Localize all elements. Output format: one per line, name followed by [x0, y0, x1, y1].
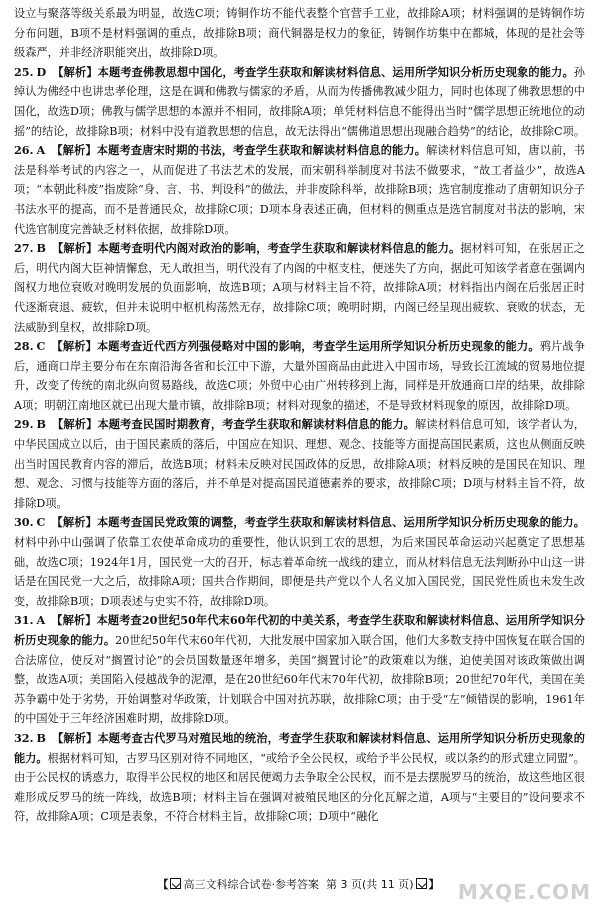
item-lead: 本题考查唐宋时期的书法，考查学生获取和解读材料信息的能力。 — [96, 143, 427, 158]
item-body: 解读材料信息可知，唐以前，书法是科举考试的内容之一，从而促进了书法艺术的发展，而宋朝科举制度对书法不做要求，“故工者益少”，故选A项；“本朝此科废”指废除“身、言、书、判设科”的做法，并非废除科举，故排除B项；选官制度推动了唐朝知识分子书法水平的提高，而不是普通民众，故排除C项；D项本身表述正确，但材料的侧重点是选官制度对书法的影响，宋代选官制度完善缺乏材料依据，故排除D项。 — [14, 144, 585, 236]
item-body: 材料中孙中山强调了依靠工农使革命成功的重要性，他认识到工农的思想，为后来国民革命运动兴起奠定了思想基础，故选C项；1924年1月，国民党一大的召开，标志着革命统一战线的建立，而从材料信息无法判断孙中山这一讲话是在国民党一大之后，故排除A项；国共合作期间，即便是共产党以个人名义加入国民党，国民党性质也未发生改变，故排除B项；D项表述与史实不符，故排除D项。 — [14, 536, 585, 608]
item-tag: 【解析】 — [51, 339, 97, 354]
item-number: 27. — [14, 241, 34, 256]
item-number: 26. — [14, 143, 34, 158]
item-tag: 【解析】 — [51, 515, 97, 530]
item-lead: 本题考查民国时期教育，考查学生获取和解读材料信息的能力。 — [97, 417, 416, 432]
footer-page-info: 第 3 页(共 11 页) — [325, 878, 414, 891]
item-answer: A — [36, 143, 46, 158]
item-body: 20世纪50年代末60年代初，大批发展中国家加入联合国，他们大多数支持中国恢复在联合国的合法席位，使反对“搁置讨论”的会员国数量逐年增多，美国“搁置讨论”的政策难以为继，迫使美国对该政策做出调整，故选A项；美国陷入侵越战争的泥潭，是在20世纪60年代末70年代初，故排除B项；20世纪70年代，美国在美苏争霸中处于劣势，开始调整对华政策，计划联合中国对抗苏联，故排除C项；由于受“左”倾错误的影响，1961年的中国处于三年经济困难时期，故排除D项。 — [14, 634, 585, 726]
item-lead: 本题考查国民党政策的调整，考查学生获取和解读材料信息、运用所学知识分析历史现象的能力。 — [96, 515, 585, 530]
footer-bracket-right: 】 — [428, 878, 440, 891]
item-body: 解读材料信息可知，该学者认为，中华民国成立以后，由于国民素质的落后，中国应在知识、理想、观念、技能等方面提高国民素质，这也从侧面反映出当时国民教育内容的滞后，故选B项；材料未反映对民国政体的反思，故排除A项；材料反映的是国民在知识、理想、观念、习惯与技能等方面的落后，并不单是对提高国民道德素养的要求，故排除C项；D项与材料主旨不符，故排除D项。 — [14, 418, 585, 510]
item-body: 据材料可知，在张居正之后，明代内阁大臣神情懈怠，无人敢担当，明代没有了内阁的中枢支柱，便迷失了方向，据此可知该学者意在强调内阁权力地位衰败对晚明发展的负面影响，故选B项；A项与材料主旨不符，故排除A项；材料指出内阁在后张居正时代逐渐衰退、疲软，但并未说明中枢机构荡然无存，故排除C项；晚明时期，内阁已经呈现出疲软、衰败的状态，无法威胁到皇权，故排除D项。 — [14, 242, 585, 334]
footer-bracket-left: 【 — [157, 878, 169, 891]
item-tag: 【解析】 — [52, 64, 98, 79]
answer-item-31 — [14, 611, 585, 729]
answer-item-29 — [14, 415, 585, 513]
item-number: 32. — [14, 730, 34, 745]
item-tag: 【解析】 — [51, 143, 97, 158]
item-lead: 本题考查古代罗马对殖民地的统治，考查学生获取和解读材料信息、运用所学知识分析历史现象的能力。 — [14, 730, 585, 765]
item-tag: 【解析】 — [51, 417, 98, 432]
answer-item-32 — [14, 729, 585, 827]
watermark: MXQE.COM — [457, 880, 591, 904]
item-body: 鸦片战争后，通商口岸主要分布在东南沿海各省和长江中下游，大量外国商品由此进入中国市场，导致长江流域的贸易地位提升，改变了传统的南北纵向贸易路线，故选C项；外贸中心由广州转移到上海，同样是开放通商口岸的结果，故排除A项；明朝江南地区就已出现大量市镇，故排除B项；材料对现象的描述，不是导致材料现象的原因，故排除D项。 — [14, 340, 585, 412]
item-answer: C — [36, 339, 46, 354]
answer-item-26 — [14, 141, 585, 239]
answer-item-25 — [14, 63, 585, 141]
item-body: 根据材料可知，古罗马区别对待不同地区，“或给予全公民权，或给予半公民权，或以条约的形式建立同盟”。由于公民权的诱惑力，取得半公民权的地区和居民便竭力去争取全公民权，而不是去摆脱罗马的统治，故这些地区很难形成反罗马的统一阵线，故选B项；材料主旨在强调对被殖民地区的分化瓦解之道，A项与“主要目的”设问要求不符，故排除A项；C项是表象，不符合材料主旨，故排除C项；D项中“融化 — [14, 751, 585, 824]
exam-logo-icon — [170, 878, 181, 889]
item-number: 25. — [14, 64, 34, 79]
item-lead: 本题考查近代西方列强侵略对中国的影响，考查学生运用所学知识分析历史现象的能力。 — [96, 339, 540, 354]
item-number: 31. — [14, 613, 34, 628]
item-answer: B — [36, 730, 46, 745]
intro-paragraph: 设立与聚落等级关系最为明显，故选C项；铸铜作坊不能代表整个官营手工业，故排除A项；材料强调的是铸铜作坊分布问题，B项不是材料强调的重点，故排除B项；商代铜器是权力的象征，铸铜作坊集中在都城，体现的是社会等级森严，并非经济职能突出，故排除D项。 — [14, 7, 585, 60]
answer-item-28 — [14, 337, 585, 415]
item-tag: 【解析】 — [51, 613, 97, 628]
exam-logo-icon — [416, 878, 427, 889]
item-number: 30. — [14, 515, 34, 530]
item-lead: 本题考查20世纪50年代末60年代初的中美关系，考查学生获取和解读材料信息、运用所学知识分析历史现象的能力。 — [14, 613, 585, 647]
item-body: 孙绰认为佛经中也讲忠孝伦理，这是在调和佛教与儒家的矛盾，从而为传播佛教减少阻力，同时也体现了佛教思想的中国化，故选D项；佛教与儒学思想的本源并不相同，故排除A项；单凭材料信息不能得出当时“儒学思想正统地位的动摇”的结论，故排除B项；材料中没有道教思想的信息，故无法得出“儒佛道思想出现融合趋势”的结论，故排除C项。 — [14, 65, 585, 138]
item-answer: B — [36, 241, 46, 256]
item-answer: C — [36, 515, 46, 530]
item-answer: A — [36, 613, 46, 628]
answer-item-27 — [14, 239, 585, 337]
item-answer: B — [36, 417, 46, 432]
item-answer: D — [36, 64, 47, 79]
item-number: 29. — [14, 417, 34, 432]
footer-title: 高三文科综合试卷·参考答案 — [183, 878, 319, 891]
item-tag: 【解析】 — [51, 241, 98, 256]
item-number: 28. — [14, 339, 34, 354]
item-tag: 【解析】 — [51, 730, 98, 745]
item-lead: 本题考查佛教思想中国化，考查学生获取和解读材料信息、运用所学知识分析历史现象的能力。 — [97, 64, 574, 79]
answer-list — [14, 63, 585, 827]
answer-item-30 — [14, 513, 585, 611]
item-lead: 本题考查明代内阁对政治的影响，考查学生获取和解读材料信息的能力。 — [97, 241, 461, 256]
